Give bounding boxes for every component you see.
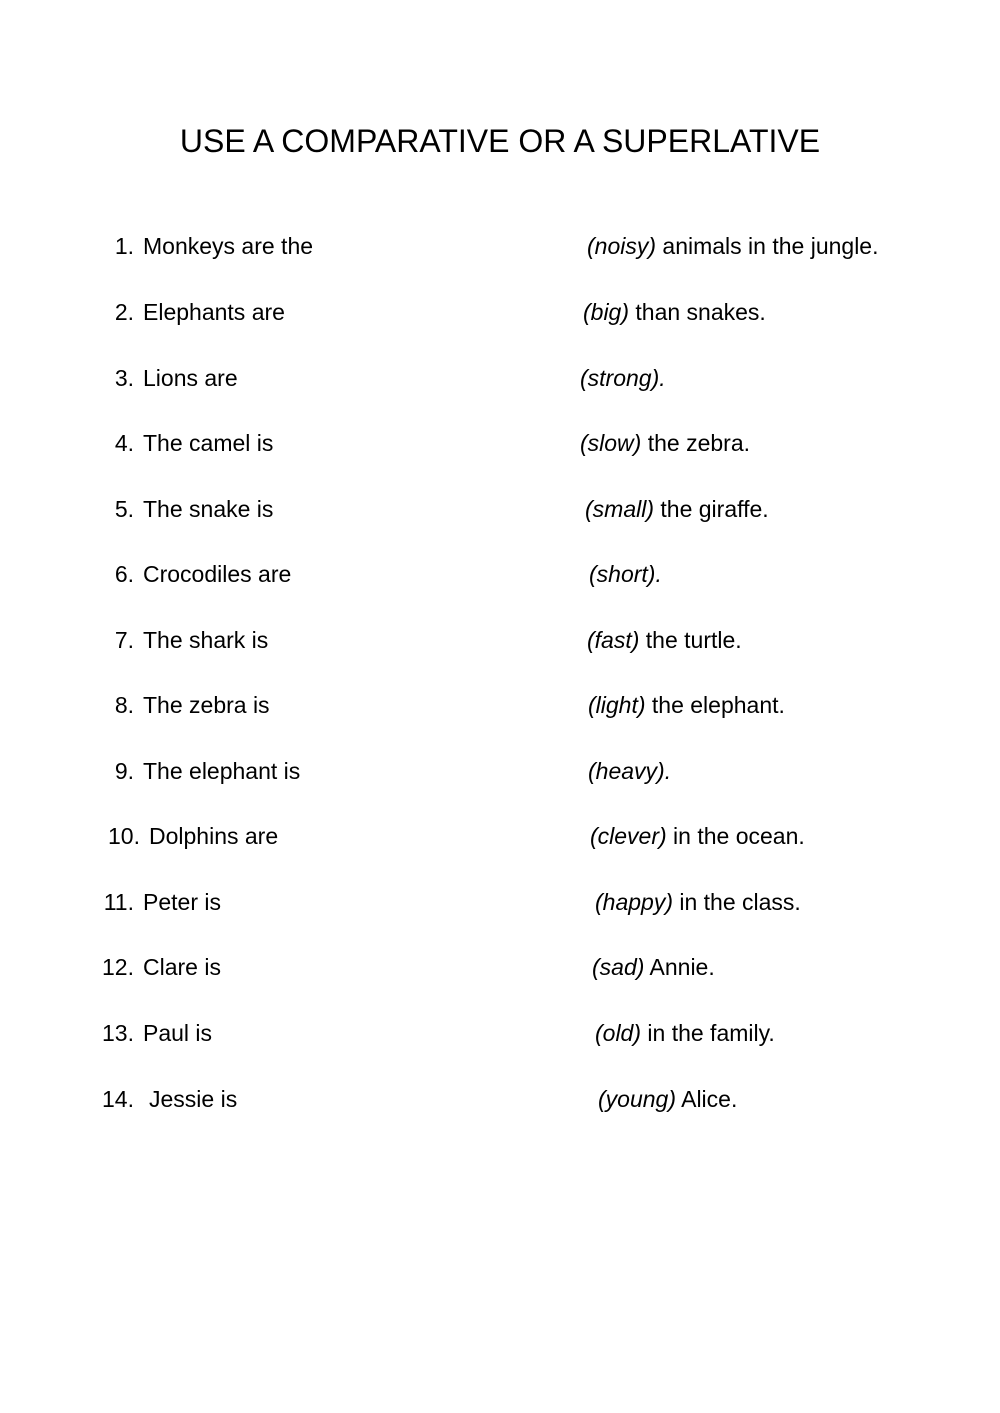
item-hint: (big) bbox=[583, 299, 630, 325]
item-number: 14. bbox=[102, 1086, 134, 1112]
item-tail bbox=[588, 688, 785, 722]
item-hint: (light) bbox=[588, 692, 646, 718]
item-tail bbox=[598, 1082, 737, 1116]
item-rest: the giraffe. bbox=[654, 496, 769, 522]
item-number: 1. bbox=[114, 233, 134, 259]
exercise-item bbox=[0, 1016, 1000, 1050]
item-number: 2. bbox=[114, 299, 134, 325]
item-hint: (happy) bbox=[595, 889, 673, 915]
item-stem: Lions are bbox=[143, 365, 238, 391]
item-number: 12. bbox=[102, 954, 134, 980]
item-rest: in the ocean. bbox=[666, 823, 805, 849]
item-rest: animals in the jungle. bbox=[656, 233, 879, 259]
item-tail bbox=[580, 361, 666, 395]
item-tail bbox=[595, 885, 801, 919]
item-hint: (strong). bbox=[580, 365, 666, 391]
item-number: 11. bbox=[103, 889, 134, 915]
item-stem: Monkeys are the bbox=[143, 233, 314, 259]
item-hint: (noisy) bbox=[587, 233, 657, 259]
exercise-item bbox=[0, 885, 1000, 919]
item-hint: (old) bbox=[595, 1020, 642, 1046]
exercise-item bbox=[0, 229, 1000, 263]
exercise-item bbox=[0, 426, 1000, 460]
item-number: 3. bbox=[114, 365, 134, 391]
item-hint: (clever) bbox=[590, 823, 667, 849]
item-tail bbox=[595, 1016, 775, 1050]
exercise-item bbox=[0, 557, 1000, 591]
worksheet-title: USE A COMPARATIVE OR A SUPERLATIVE bbox=[179, 123, 821, 159]
item-tail bbox=[580, 426, 750, 460]
item-hint: (short). bbox=[589, 561, 662, 587]
item-hint: (young) bbox=[598, 1086, 676, 1112]
item-rest: Annie. bbox=[644, 954, 715, 980]
item-tail bbox=[589, 557, 662, 591]
item-number: 13. bbox=[102, 1020, 134, 1046]
item-rest: in the class. bbox=[672, 889, 801, 915]
exercise-item bbox=[0, 623, 1000, 657]
item-number: 4. bbox=[114, 430, 134, 456]
item-rest: the zebra. bbox=[641, 430, 751, 456]
exercise-item bbox=[0, 361, 1000, 395]
exercise-item bbox=[0, 819, 1000, 853]
item-number: 8. bbox=[114, 692, 134, 718]
exercise-item bbox=[0, 1082, 1000, 1116]
item-stem: Elephants are bbox=[143, 299, 285, 325]
item-hint: (small) bbox=[585, 496, 654, 522]
item-number: 9. bbox=[114, 758, 134, 784]
item-stem: The snake is bbox=[143, 496, 274, 522]
item-number: 10. bbox=[108, 823, 140, 849]
item-stem: Peter is bbox=[143, 889, 221, 915]
item-tail bbox=[592, 950, 715, 984]
item-rest: in the family. bbox=[641, 1020, 775, 1046]
item-stem: The zebra is bbox=[143, 692, 270, 718]
exercise-item bbox=[0, 754, 1000, 788]
item-stem: The shark is bbox=[143, 627, 269, 653]
item-tail bbox=[583, 295, 766, 329]
item-stem: Dolphins are bbox=[149, 823, 279, 849]
item-number: 5. bbox=[114, 496, 134, 522]
item-stem: Paul is bbox=[143, 1020, 213, 1046]
item-rest: the elephant. bbox=[645, 692, 785, 718]
exercise-item bbox=[0, 688, 1000, 722]
exercise-item bbox=[0, 950, 1000, 984]
item-hint: (heavy). bbox=[588, 758, 672, 784]
item-number: 7. bbox=[114, 627, 134, 653]
item-tail bbox=[585, 492, 769, 526]
exercise-item bbox=[0, 492, 1000, 526]
item-stem: The camel is bbox=[143, 430, 274, 456]
item-tail bbox=[590, 819, 805, 853]
item-stem: Clare is bbox=[143, 954, 221, 980]
item-tail bbox=[588, 754, 671, 788]
item-tail bbox=[587, 623, 742, 657]
item-hint: (sad) bbox=[592, 954, 645, 980]
item-hint: (fast) bbox=[587, 627, 640, 653]
exercise-item bbox=[0, 295, 1000, 329]
item-hint: (slow) bbox=[580, 430, 642, 456]
item-stem: The elephant is bbox=[143, 758, 301, 784]
item-rest: the turtle. bbox=[639, 627, 742, 653]
item-rest: Alice. bbox=[675, 1086, 738, 1112]
item-number: 6. bbox=[114, 561, 134, 587]
item-stem: Jessie is bbox=[149, 1086, 238, 1112]
item-rest: than snakes. bbox=[629, 299, 766, 325]
item-tail bbox=[587, 229, 878, 263]
item-stem: Crocodiles are bbox=[143, 561, 292, 587]
